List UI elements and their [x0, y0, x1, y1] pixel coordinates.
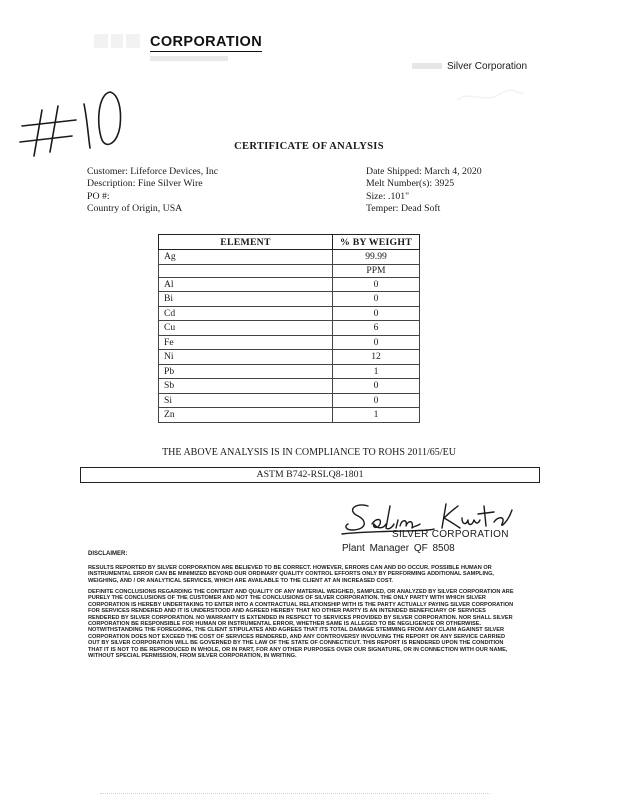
value-cell: 0 — [333, 277, 420, 292]
value-cell: 1 — [333, 408, 420, 423]
value-cell: 99.99 — [333, 250, 420, 265]
value-cell: 0 — [333, 379, 420, 394]
element-cell: Sb — [159, 379, 333, 394]
size-line: Size: .101" — [366, 190, 410, 202]
element-cell: Si — [159, 393, 333, 408]
table-row — [159, 306, 420, 321]
country-line: Country of Origin, USA — [87, 202, 183, 214]
value-cell: 0 — [333, 393, 420, 408]
element-cell: Bi — [159, 292, 333, 307]
disclaimer-paragraph-2: DEFINITE CONCLUSIONS REGARDING THE CONTENT AND QUALITY OF ANY MATERIAL WEIGHED, SAMPLED, OR ANALYZED BY SILVER CORPORATION ARE PURELY THE CONCLUSIONS OF THE CUSTOMER AND NOT THE CONCLUSIONS OF SILVER CORPORATION. THE ONLY PARTY WITH WHICH SILVER CORPORATION IS HEREBY UNDERTAKING TO ENTER INTO A CONTRACTUAL RELATIONSHIP WITH IS THE PARTY ACTUALLY PAYING SILVER CORPORATION FOR SERVICES RENDERED AND IT IS UNDERSTOOD AND AGREED HEREBY THAT NO OTHER PARTY IS AN INTENDED BENEFICIARY OF SERVICES RENDERED BY SILVER CORPORATION. NO WARRANTY IS EXTENDED IN RESPECT TO SERVICES PROVIDED BY SILVER CORPORATION. NOR SHALL SILVER CORPORATION BE RESPONSIBLE FOR HUMAN OR INSTRUMENTAL ERROR, WHETHER SAME IS ALLEGED TO BE NEGLIGENCE OR OTHERWISE. NOTWITHSTANDING THE FOREGOING, THE CLIENT STIPULATES AND AGREES THAT ITS TOTAL DAMAGE STEMMING FROM ANY CLAIM AGAINST SILVER CORPORATION DOES NOT EXCEED THE COST OF SERVICES RENDERED, AND ANY CONTROVERSY INVOLVING THE REPORT OR ANY SERVICE CARRIED OUT BY SILVER CORPORATION WILL BE GOVERNED BY THE LAW OF THE STATE OF CONNECTICUT. THIS REPORT IS RENDERED UPON THE CONDITION THAT IT IS NOT TO BE REPRODUCED IN WHOLE, OR IN PART, FOR ANY OTHER PURPOSES OVER OUR SIGNATURE, OR IN CONNECTION WITH OUR NAME, WITHOUT SPECIAL PERMISSION, FROM SILVER CORPORATION, IN WRITING. — [88, 589, 514, 660]
handwritten-number-mark — [14, 84, 129, 164]
element-cell: Al — [159, 277, 333, 292]
table-row — [159, 393, 420, 408]
faded-tagline — [150, 56, 228, 61]
value-cell: 0 — [333, 335, 420, 350]
company-logo-text: CORPORATION — [150, 34, 263, 50]
table-row — [159, 250, 420, 265]
element-cell: Cd — [159, 306, 333, 321]
certificate-title: CERTIFICATE OF ANALYSIS — [234, 141, 384, 152]
faint-scribble — [455, 88, 525, 106]
element-cell: Fe — [159, 335, 333, 350]
element-cell — [159, 264, 333, 277]
astm-specification-box: ASTM B742-RSLQ8-1801 — [80, 467, 540, 483]
weight-column-header: % BY WEIGHT — [333, 235, 420, 250]
table-row — [159, 277, 420, 292]
disclaimer-paragraph-1: RESULTS REPORTED BY SILVER CORPORATION ARE BELIEVED TO BE CORRECT. HOWEVER, ERRORS CAN AND DO OCCUR. POSSIBLE HUMAN OR INSTRUMENTAL ERROR CAN BE MINIMIZED BEYOND OUR ORDINARY QUALITY CONTROL EFFORTS ONLY BY PERFORMING ADDITIONAL SAMPLING, WEIGHING, AND / OR ANALYTICAL SERVICES, WHICH ARE AVAILABLE TO THE CLIENT AT AN INCREASED COST. — [88, 565, 494, 584]
table-row — [159, 292, 420, 307]
table-header-row — [159, 235, 420, 250]
disclaimer-heading: DISCLAIMER: — [88, 551, 128, 557]
value-cell: 12 — [333, 350, 420, 365]
faded-company-logo — [92, 30, 142, 52]
unit-cell: PPM — [333, 264, 420, 277]
table-row — [159, 379, 420, 394]
shipment-details — [366, 166, 482, 215]
table-row — [159, 350, 420, 365]
date-shipped-line: Date Shipped: March 4, 2020 — [366, 166, 482, 177]
analysis-table-container — [158, 234, 420, 423]
po-line: PO #: — [87, 190, 110, 202]
value-cell: 0 — [333, 306, 420, 321]
element-cell: Ni — [159, 350, 333, 365]
rohs-compliance-statement: THE ABOVE ANALYSIS IS IN COMPLIANCE TO ROHS 2011/65/EU — [162, 447, 456, 458]
element-cell: Zn — [159, 408, 333, 423]
table-row — [159, 364, 420, 379]
element-cell: Pb — [159, 364, 333, 379]
description-line: Description: Fine Silver Wire — [87, 178, 203, 190]
table-row — [159, 408, 420, 423]
value-cell: 6 — [333, 321, 420, 336]
table-row — [159, 264, 420, 277]
table-row — [159, 335, 420, 350]
signature-company: SILVER CORPORATION — [392, 529, 509, 540]
element-cell: Cu — [159, 321, 333, 336]
header-company-name: Silver Corporation — [447, 61, 528, 72]
element-column-header: ELEMENT — [159, 235, 333, 250]
element-cell: Ag — [159, 250, 333, 265]
temper-line: Temper: Dead Soft — [366, 202, 441, 214]
page-bottom-divider — [100, 793, 490, 794]
table-row — [159, 321, 420, 336]
faded-header-mark — [412, 63, 442, 69]
melt-number-line: Melt Number(s): 3925 — [366, 178, 455, 190]
value-cell: 1 — [333, 364, 420, 379]
signatory-title: Plant Manager QF 8508 — [342, 543, 455, 554]
customer-details — [87, 166, 218, 215]
customer-line: Customer: Lifeforce Devices, Inc — [87, 166, 219, 177]
analysis-table — [158, 234, 420, 423]
value-cell: 0 — [333, 292, 420, 307]
